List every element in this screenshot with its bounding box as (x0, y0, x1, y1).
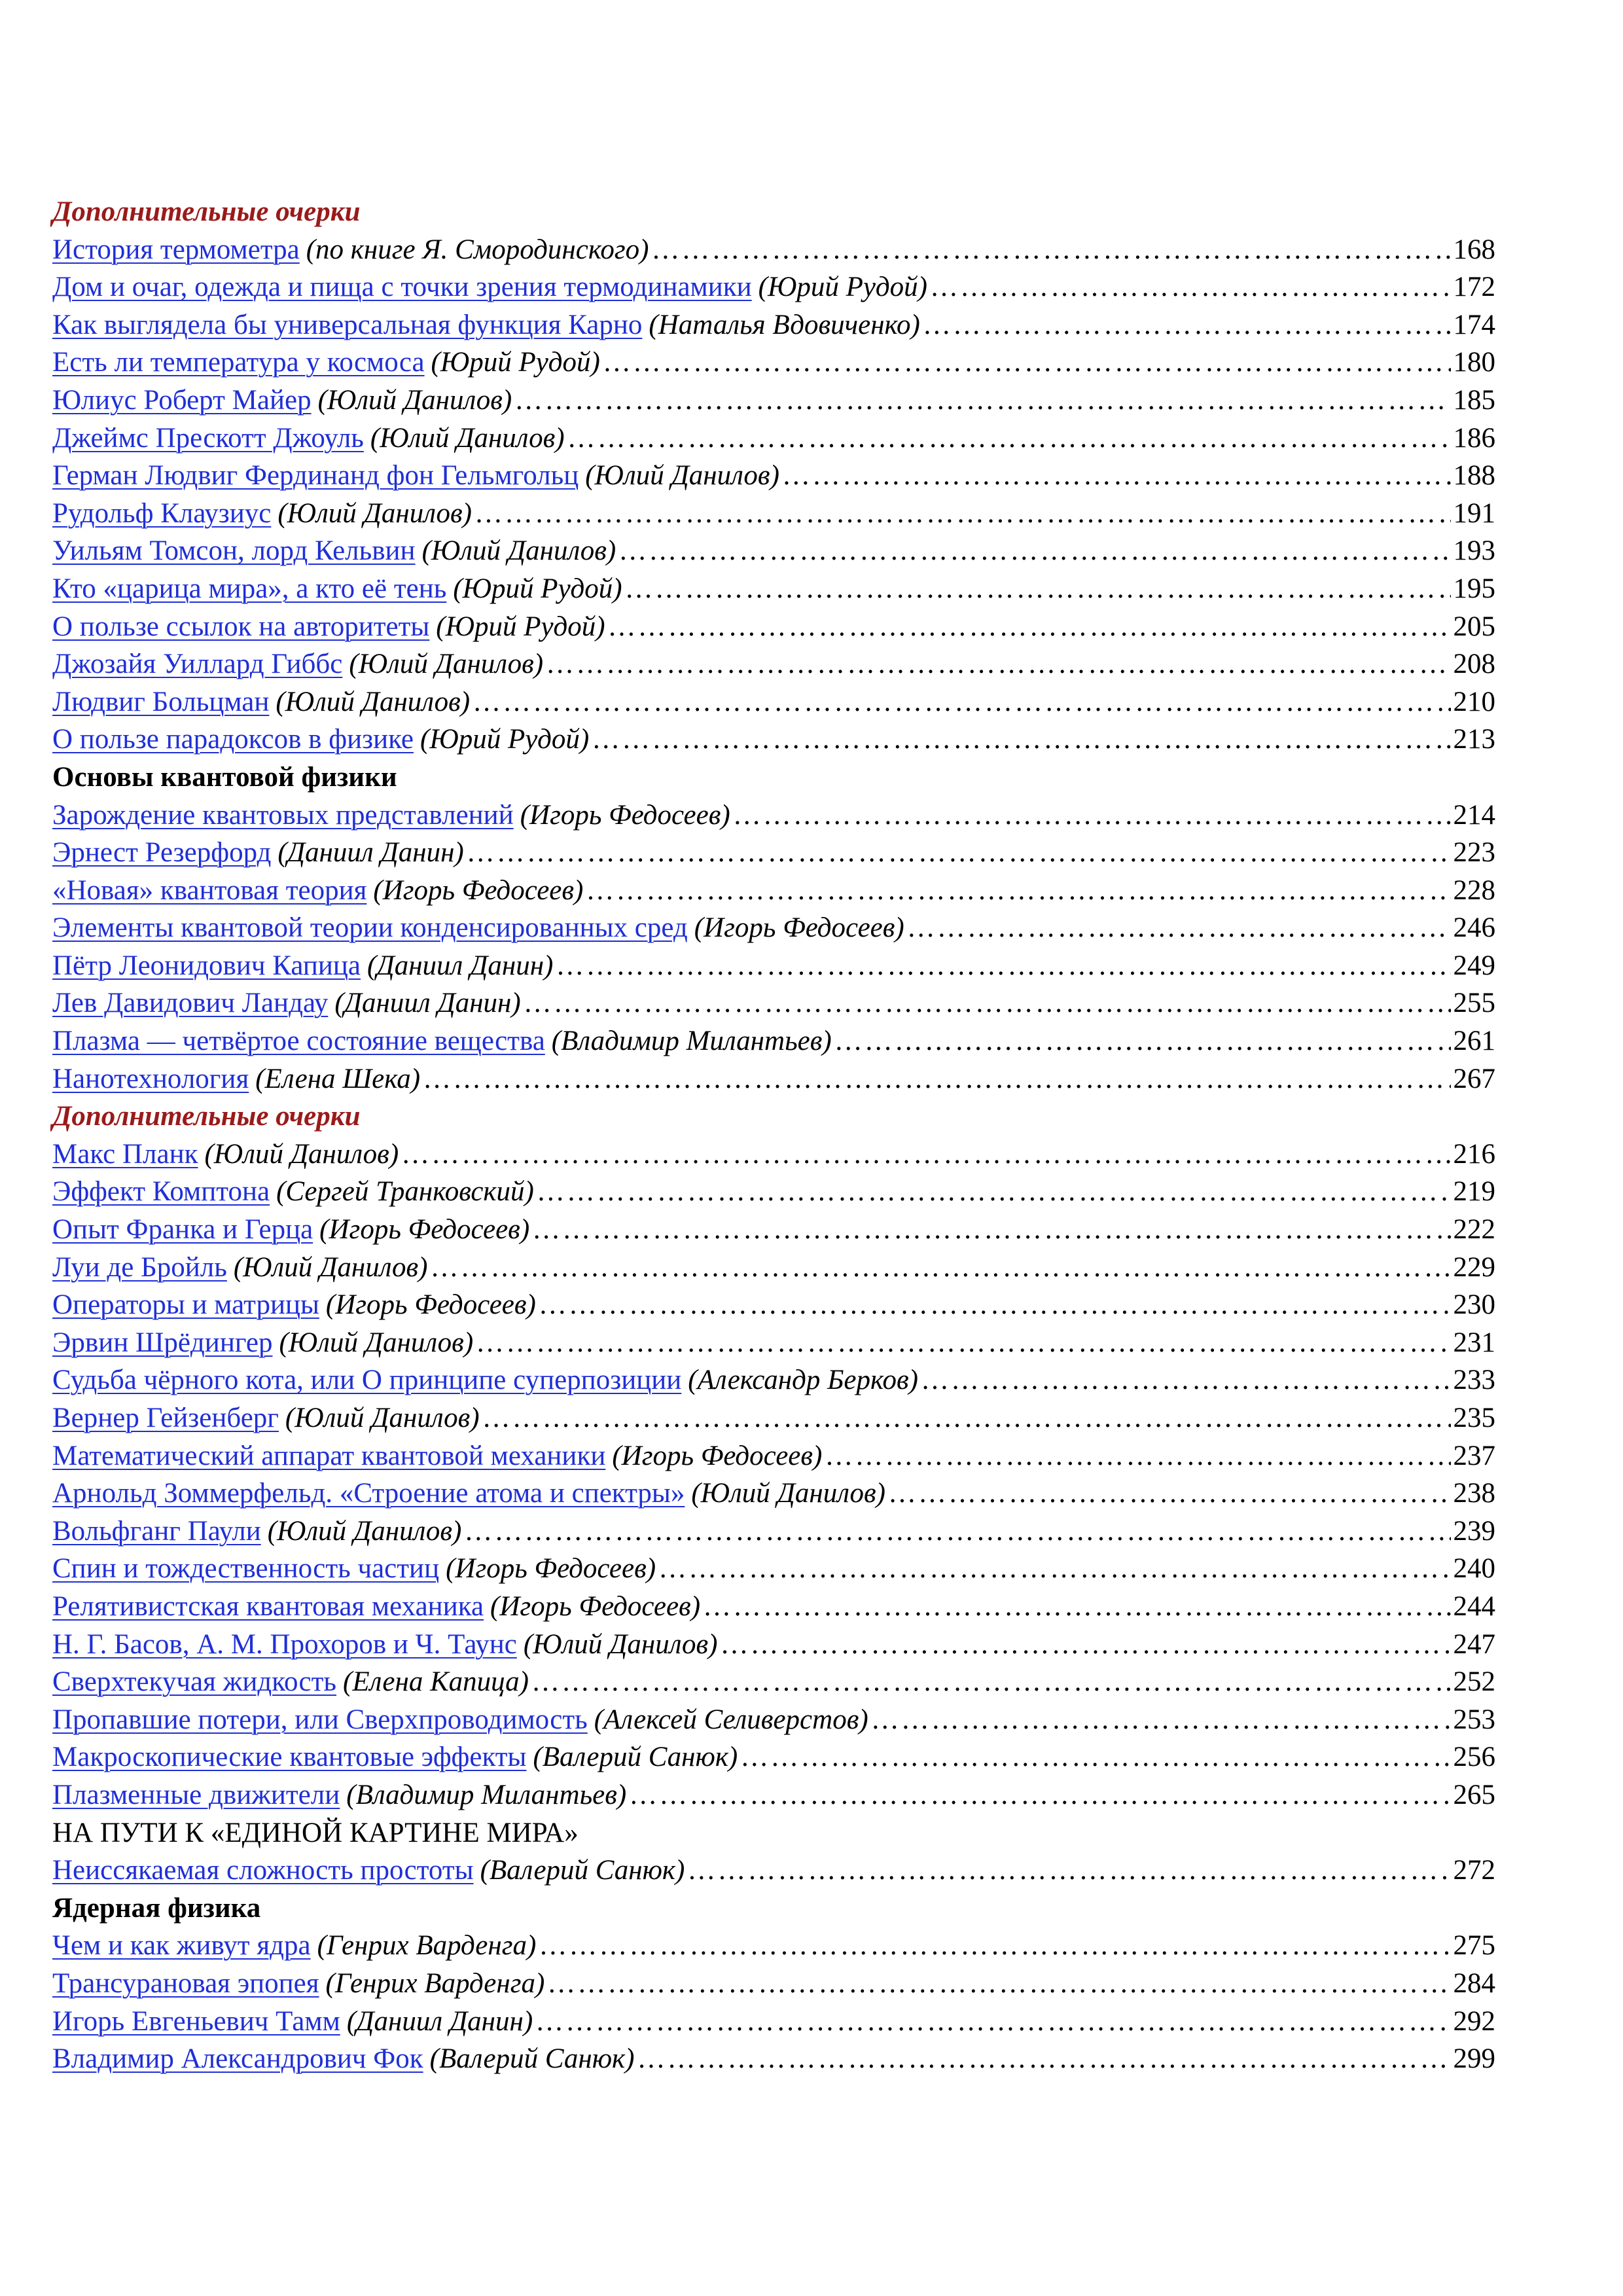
toc-entry-page-number: 210 (1453, 686, 1495, 717)
toc-entry-link[interactable]: Кто «царица мира», а кто её тень (52, 573, 447, 604)
dot-leader (524, 984, 1451, 1022)
toc-entry-page-number: 172 (1453, 272, 1495, 303)
toc-entry (52, 1550, 1495, 1588)
toc-entry-page-number: 240 (1453, 1553, 1495, 1585)
toc-entry-link[interactable]: Эрвин Шрёдингер (52, 1327, 273, 1358)
toc-entry-author: (Юлий Данилов) (523, 1628, 718, 1660)
dot-leader (888, 1475, 1451, 1513)
dot-leader (537, 1173, 1451, 1211)
dot-leader (474, 495, 1451, 533)
toc-entry-link[interactable]: Пётр Леонидович Капица (52, 950, 361, 981)
dot-leader (825, 1437, 1450, 1475)
toc-entry-link[interactable]: Судьба чёрного кота, или О принципе суперпозиции (52, 1365, 682, 1396)
toc-entry-page-number: 267 (1453, 1063, 1495, 1094)
toc-entry-author: (Алексей Селиверстов) (594, 1704, 868, 1735)
toc-entry-author: (Елена Шека) (255, 1063, 421, 1094)
toc-entry-author: (Юлий Данилов) (285, 1403, 480, 1433)
toc-entry-page-number: 231 (1453, 1327, 1495, 1358)
toc-entry-author: (Генрих Варденга) (317, 1930, 537, 1962)
toc-entry-link[interactable]: Плазменные движители (52, 1779, 340, 1810)
dot-leader (539, 1927, 1450, 1965)
toc-entry-author: (Сергей Транковский) (276, 1176, 534, 1208)
dot-leader (834, 1022, 1451, 1060)
section-heading: Основы квантовой физики (52, 761, 397, 793)
toc-entry-author: (Владимир Милантьев) (346, 1779, 627, 1810)
toc-entry (52, 1513, 1495, 1551)
toc-entry (52, 1437, 1495, 1475)
dot-leader (871, 1701, 1451, 1739)
toc-entry-page-number: 213 (1453, 724, 1495, 755)
toc-entry-link[interactable]: Арнольд Зоммерфельд. «Строение атома и спектры» (52, 1478, 685, 1509)
toc-entry-page-number: 205 (1453, 611, 1495, 642)
toc-entry-author: (Игорь Федосеев) (373, 874, 584, 906)
dot-leader (930, 268, 1451, 306)
toc-entry (52, 570, 1495, 608)
toc-entry (52, 721, 1495, 759)
toc-entry-page-number: 256 (1453, 1742, 1495, 1773)
toc-entry-page-number: 247 (1453, 1628, 1495, 1660)
toc-entry-page-number: 186 (1453, 422, 1495, 454)
toc-entry-author: (Юлий Данилов) (277, 497, 472, 529)
toc-entry-author: (Юлий Данилов) (370, 422, 565, 454)
dot-leader (651, 231, 1450, 269)
dot-leader (629, 1776, 1450, 1814)
dot-leader (733, 797, 1451, 834)
toc-entry-author: (Юрий Рудой) (758, 272, 927, 303)
toc-entry-page-number: 193 (1453, 535, 1495, 567)
section-heading: Дополнительные очерки (52, 1101, 361, 1132)
dot-leader (514, 382, 1450, 420)
dot-leader (586, 872, 1450, 910)
toc-entry (52, 344, 1495, 382)
toc-entry (52, 382, 1495, 420)
toc-entry-page-number: 229 (1453, 1251, 1495, 1283)
toc-entry (52, 872, 1495, 910)
table-of-contents (52, 193, 1495, 2078)
toc-entry-page-number: 235 (1453, 1403, 1495, 1433)
toc-entry-link[interactable]: Н. Г. Басов, А. М. Прохоров и Ч. Таунс (52, 1628, 517, 1660)
toc-entry (52, 1965, 1495, 2003)
toc-entry-page-number: 185 (1453, 384, 1495, 416)
toc-entry-author: (Валерий Санюк) (533, 1742, 738, 1773)
toc-entry-link[interactable]: Спин и тождественность частиц (52, 1553, 440, 1585)
toc-entry-author: (Даниил Данин) (346, 2005, 533, 2037)
dot-leader (720, 1626, 1450, 1664)
toc-entry-page-number: 219 (1453, 1176, 1495, 1208)
toc-entry-link[interactable]: Вернер Гейзенберг (52, 1403, 279, 1433)
toc-entry (52, 1324, 1495, 1362)
toc-entry-page-number: 174 (1453, 309, 1495, 340)
toc-entry-page-number: 255 (1453, 988, 1495, 1019)
toc-entry-page-number: 208 (1453, 649, 1495, 680)
toc-entry-page-number: 230 (1453, 1289, 1495, 1321)
toc-entry-link[interactable]: Дом и очаг, одежда и пища с точки зрения термодинамики (52, 272, 752, 303)
toc-entry-author: (Даниил Данин) (277, 837, 464, 869)
toc-entry-link[interactable]: О пользе парадоксов в физике (52, 724, 414, 755)
toc-entry-page-number: 222 (1453, 1214, 1495, 1246)
toc-entry-page-number: 223 (1453, 837, 1495, 869)
toc-entry-link[interactable]: Сверхтекучая жидкость (52, 1666, 337, 1698)
toc-entry (52, 909, 1495, 947)
toc-entry-author: (Генрих Варденга) (325, 1967, 545, 1999)
toc-entry-author: (Игорь Федосеев) (612, 1440, 823, 1471)
toc-entry-link[interactable]: Вольфганг Паули (52, 1515, 261, 1547)
dot-leader (547, 1965, 1450, 2003)
toc-entry-page-number: 216 (1453, 1138, 1495, 1170)
toc-entry (52, 1361, 1495, 1399)
dot-leader (740, 1738, 1450, 1776)
toc-entry (52, 608, 1495, 646)
toc-entry-link[interactable]: История термометра (52, 234, 300, 265)
dot-leader (431, 1249, 1451, 1287)
toc-entry (52, 2003, 1495, 2041)
toc-entry-link[interactable]: Игорь Евгеньевич Тамм (52, 2005, 340, 2037)
toc-entry-author: (Юлий Данилов) (421, 535, 616, 567)
dot-leader (401, 1136, 1450, 1174)
section-heading: Дополнительные очерки (52, 196, 361, 227)
dot-leader (476, 1324, 1450, 1362)
toc-entry-author: (Даниил Данин) (334, 988, 521, 1019)
toc-entry-page-number: 239 (1453, 1515, 1495, 1547)
toc-entry-author: (Юлий Данилов) (349, 649, 544, 680)
toc-entry-author: (Юрий Рудой) (420, 724, 590, 755)
toc-entry-page-number: 233 (1453, 1365, 1495, 1396)
toc-entry (52, 1738, 1495, 1776)
toc-entry-link[interactable]: Уильям Томсон, лорд Кельвин (52, 535, 416, 567)
toc-entry (52, 495, 1495, 533)
toc-entry (52, 1626, 1495, 1664)
toc-entry (52, 231, 1495, 269)
section-heading: НА ПУТИ К «ЕДИНОЙ КАРТИНЕ МИРА» (52, 1817, 579, 1848)
dot-leader (531, 1663, 1451, 1701)
toc-entry-page-number: 246 (1453, 912, 1495, 944)
toc-entry-page-number: 265 (1453, 1779, 1495, 1810)
toc-entry-page-number: 244 (1453, 1590, 1495, 1622)
toc-entry-link[interactable]: Владимир Александрович Фок (52, 2043, 423, 2075)
toc-entry-page-number: 180 (1453, 347, 1495, 378)
toc-entry-author: (Игорь Федосеев) (319, 1214, 530, 1246)
toc-entry-author: (Юлий Данилов) (267, 1515, 462, 1547)
toc-entry-page-number: 272 (1453, 1855, 1495, 1886)
toc-entry-author: (Александр Берков) (688, 1365, 918, 1396)
dot-leader (482, 1399, 1451, 1437)
dot-leader (921, 1361, 1451, 1399)
toc-entry-author: (Игорь Федосеев) (490, 1590, 701, 1622)
toc-entry (52, 645, 1495, 683)
toc-entry (52, 1588, 1495, 1626)
dot-leader (556, 947, 1450, 985)
toc-entry (52, 984, 1495, 1022)
toc-entry (52, 1249, 1495, 1287)
toc-entry (52, 1663, 1495, 1701)
toc-entry-author: (Наталья Вдовиченко) (649, 309, 920, 340)
dot-leader (625, 570, 1451, 608)
toc-entry-link[interactable]: Юлиус Роберт Майер (52, 384, 312, 416)
toc-entry-page-number: 195 (1453, 573, 1495, 604)
toc-entry-link[interactable]: Опыт Франка и Герца (52, 1214, 313, 1246)
toc-entry-link[interactable]: Людвиг Больцман (52, 686, 270, 717)
toc-entry-author: (Юлий Данилов) (691, 1478, 885, 1509)
toc-entry-link[interactable]: О пользе ссылок на авторитеты (52, 611, 430, 642)
dot-leader (473, 683, 1450, 721)
toc-entry-author: (Игорь Федосеев) (446, 1553, 656, 1585)
dot-leader (658, 1550, 1450, 1588)
toc-entry (52, 268, 1495, 306)
toc-entry-author: (Игорь Федосеев) (325, 1289, 536, 1321)
toc-entry-link[interactable]: Релятивистская квантовая механика (52, 1590, 484, 1622)
toc-entry-link[interactable]: Лев Давидович Ландау (52, 988, 329, 1019)
dot-leader (532, 1211, 1450, 1249)
toc-entry-link[interactable]: Нанотехнология (52, 1063, 249, 1094)
toc-entry-author: (Елена Капица) (343, 1666, 529, 1698)
toc-entry-link[interactable]: «Новая» квантовая теория (52, 874, 367, 906)
toc-entry-author: (Игорь Федосеев) (520, 799, 730, 831)
toc-entry-page-number: 237 (1453, 1440, 1495, 1471)
dot-leader (687, 1852, 1450, 1890)
toc-entry-page-number: 249 (1453, 950, 1495, 981)
toc-entry-link[interactable]: Операторы и матрицы (52, 1289, 319, 1321)
toc-entry-page-number: 275 (1453, 1930, 1495, 1962)
toc-entry-page-number: 252 (1453, 1666, 1495, 1698)
toc-entry-author: (Юрий Рудой) (453, 573, 622, 604)
dot-leader (637, 2040, 1450, 2078)
dot-leader (539, 1286, 1451, 1324)
toc-entry-page-number: 188 (1453, 460, 1495, 492)
toc-entry-link[interactable]: Эрнест Резерфорд (52, 837, 272, 869)
toc-entry-link[interactable]: Эффект Комптона (52, 1176, 270, 1208)
toc-entry-link[interactable]: Как выглядела бы универсальная функция Карно (52, 309, 643, 340)
toc-entry (52, 1776, 1495, 1814)
toc-entry-link[interactable]: Макроскопические квантовые эффекты (52, 1742, 527, 1773)
toc-entry (52, 797, 1495, 834)
toc-entry (52, 1173, 1495, 1211)
toc-entry-link[interactable]: Элементы квантовой теории конденсированных сред (52, 912, 688, 944)
toc-entry (52, 532, 1495, 570)
toc-entry-link[interactable]: Чем и как живут ядра (52, 1930, 311, 1962)
dot-leader (782, 457, 1451, 495)
dot-leader (703, 1588, 1450, 1626)
toc-entry (52, 1060, 1495, 1098)
toc-entry (52, 1852, 1495, 1890)
toc-entry-link[interactable]: Джеймс Прескотт Джоуль (52, 422, 364, 454)
dot-leader (467, 834, 1451, 872)
section-heading: Ядерная физика (52, 1892, 261, 1924)
toc-entry-page-number: 228 (1453, 874, 1495, 906)
toc-entry (52, 1211, 1495, 1249)
toc-entry-page-number: 168 (1453, 234, 1495, 265)
toc-entry-author: (по книге Я. Смородинского) (306, 234, 649, 265)
toc-entry-page-number: 253 (1453, 1704, 1495, 1735)
dot-leader (546, 645, 1450, 683)
toc-entry-page-number: 238 (1453, 1478, 1495, 1509)
toc-entry-link[interactable]: Герман Людвиг Фердинанд фон Гельмгольц (52, 460, 579, 492)
toc-entry-author: (Валерий Санюк) (429, 2043, 635, 2075)
toc-entry-page-number: 191 (1453, 497, 1495, 529)
toc-entry-link[interactable]: Джозайя Уиллард Гиббс (52, 649, 343, 680)
toc-entry (52, 306, 1495, 344)
toc-entry (52, 834, 1495, 872)
toc-entry (52, 1022, 1495, 1060)
toc-entry (52, 683, 1495, 721)
dot-leader (464, 1513, 1450, 1551)
toc-entry-page-number: 214 (1453, 799, 1495, 831)
toc-entry-author: (Даниил Данин) (367, 950, 554, 981)
toc-entry-author: (Юлий Данилов) (279, 1327, 474, 1358)
toc-entry (52, 1286, 1495, 1324)
toc-entry-link[interactable]: Рудольф Клаузиус (52, 497, 272, 529)
toc-entry (52, 1399, 1495, 1437)
toc-entry-page-number: 284 (1453, 1967, 1495, 1999)
toc-entry-link[interactable]: Макс Планк (52, 1138, 198, 1170)
dot-leader (603, 344, 1451, 382)
toc-entry (52, 947, 1495, 985)
toc-entry-link[interactable]: Неиссякаемая сложность простоты (52, 1855, 474, 1886)
toc-entry-author: (Юлий Данилов) (233, 1251, 428, 1283)
dot-leader (618, 532, 1450, 570)
toc-entry (52, 1136, 1495, 1174)
toc-entry-author: (Владимир Милантьев) (551, 1026, 832, 1057)
toc-entry-link[interactable]: Математический аппарат квантовой механики (52, 1440, 606, 1471)
toc-entry (52, 1701, 1495, 1739)
toc-entry-page-number: 299 (1453, 2043, 1495, 2075)
toc-entry-link[interactable]: Зарождение квантовых представлений (52, 799, 514, 831)
toc-entry (52, 1927, 1495, 1965)
toc-entry-author: (Юлий Данилов) (585, 460, 779, 492)
dot-leader (535, 2003, 1450, 2041)
dot-leader (608, 608, 1451, 646)
toc-entry-page-number: 261 (1453, 1026, 1495, 1057)
toc-entry-link[interactable]: Трансурановая эпопея (52, 1967, 319, 1999)
toc-entry-page-number: 292 (1453, 2005, 1495, 2037)
dot-leader (907, 909, 1451, 947)
toc-entry-author: (Игорь Федосеев) (694, 912, 904, 944)
dot-leader (923, 306, 1451, 344)
toc-entry-link[interactable]: Пропавшие потери, или Сверхпроводимость (52, 1704, 588, 1735)
toc-entry-author: (Юлий Данилов) (317, 384, 512, 416)
toc-entry-author: (Юрий Рудой) (436, 611, 605, 642)
toc-entry-link[interactable]: Луи де Бройль (52, 1251, 227, 1283)
dot-leader (423, 1060, 1450, 1098)
toc-entry (52, 420, 1495, 457)
toc-entry-author: (Юлий Данилов) (204, 1138, 399, 1170)
toc-entry-author: (Юрий Рудой) (431, 347, 600, 378)
toc-entry-link[interactable]: Плазма — четвёртое состояние вещества (52, 1026, 545, 1057)
toc-entry (52, 1475, 1495, 1513)
toc-entry (52, 2040, 1495, 2078)
toc-entry-author: (Юлий Данилов) (276, 686, 471, 717)
toc-entry (52, 457, 1495, 495)
toc-entry-author: (Валерий Санюк) (480, 1855, 685, 1886)
dot-leader (567, 420, 1451, 457)
toc-entry-link[interactable]: Есть ли температура у космоса (52, 347, 425, 378)
dot-leader (592, 721, 1450, 759)
